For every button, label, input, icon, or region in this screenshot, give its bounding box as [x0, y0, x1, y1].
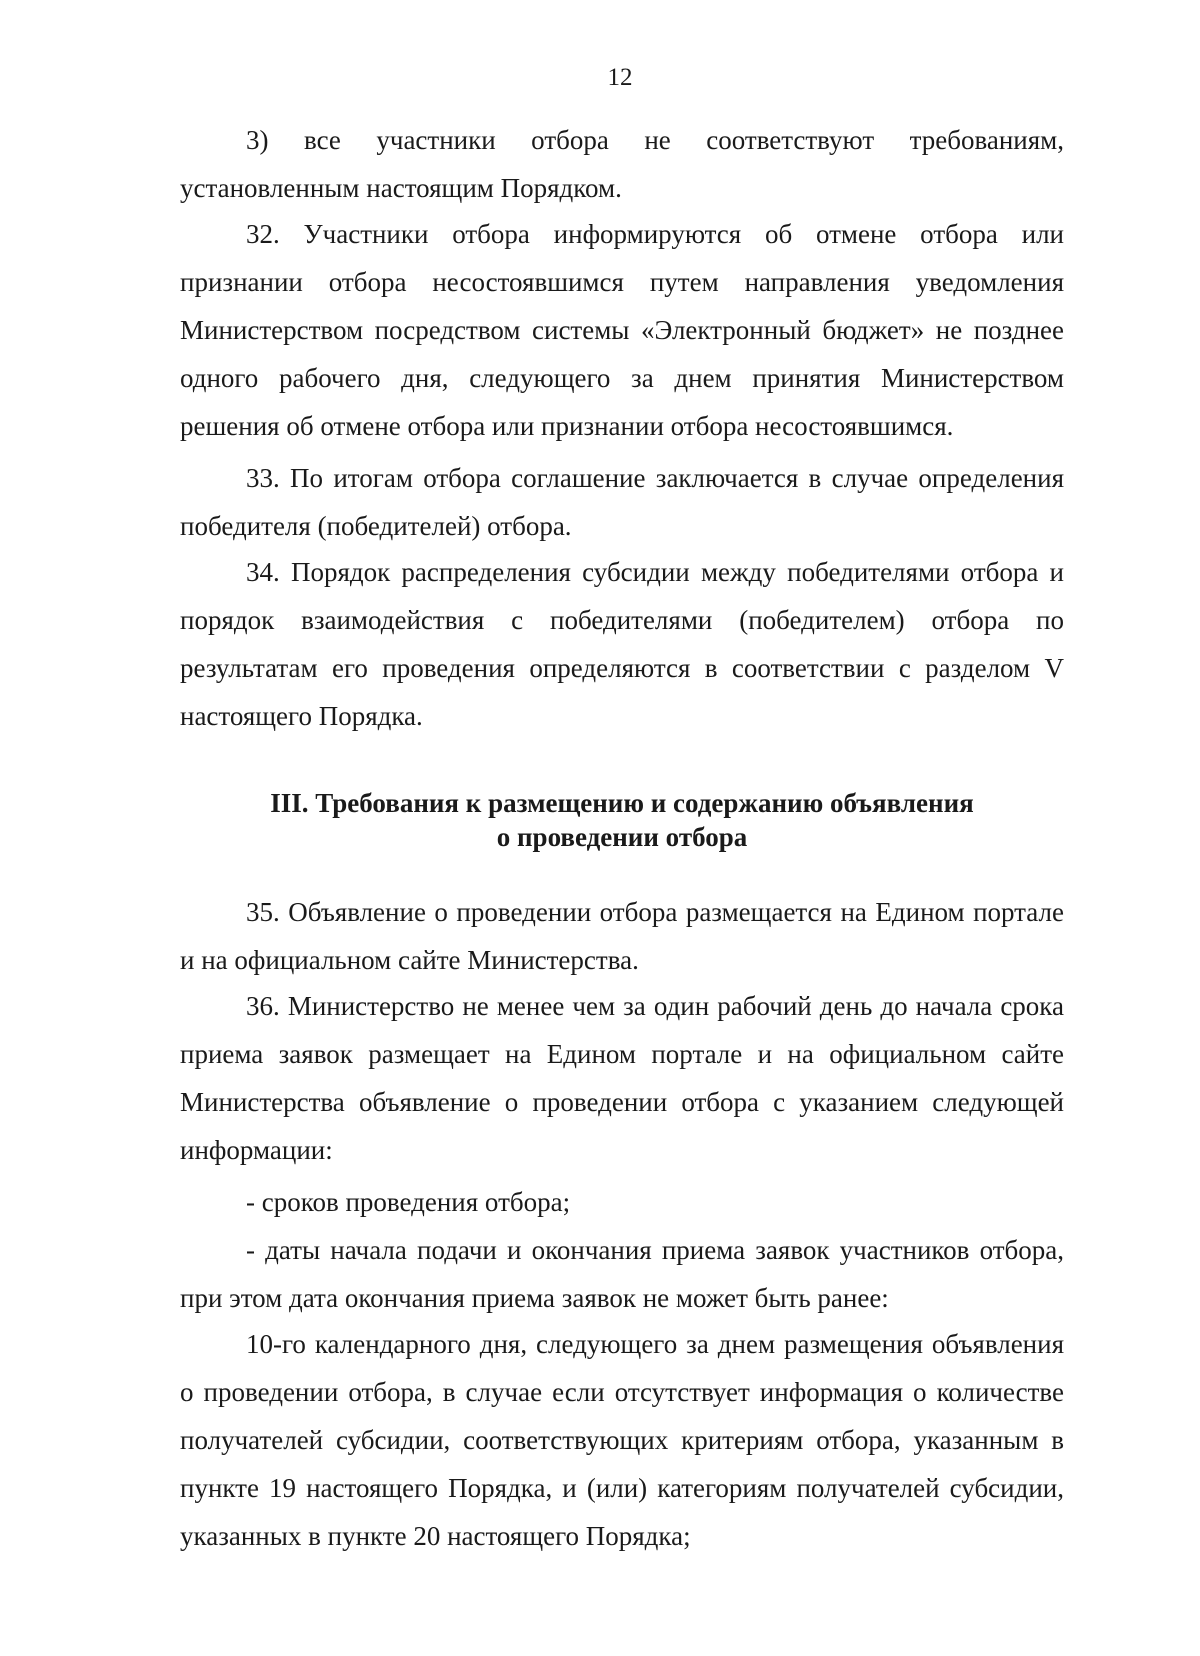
paragraph-text: 34. Порядок распределения субсидии между победителями отбора и порядок взаимодействия с победителями (победителем) отбора по результатам его проведения определяются в соответствии с разделом V настоящего Порядка.: [180, 557, 1064, 731]
section-heading: [180, 786, 1064, 854]
paragraph-item-3: [180, 116, 1064, 212]
section-heading-line-1: III. Требования к размещению и содержанию объявления: [270, 788, 974, 818]
paragraph-text: 3) все участники отбора не соответствуют требованиям, установленным настоящим Порядком.: [180, 125, 1064, 203]
list-item-text: - сроков проведения отбора;: [246, 1187, 571, 1217]
paragraph-item-32: [180, 210, 1064, 450]
paragraph-text: 32. Участники отбора информируются об отмене отбора или признании отбора несостоявшимся путем направления уведомления Министерством посредством системы «Электронный бюджет» не позднее одного рабочего дня, следующего за днем принятия Министерством решения об отмене отбора или признании отбора несостоявшимся.: [180, 219, 1064, 441]
paragraph-text: 36. Министерство не менее чем за один рабочий день до начала срока приема заявок размещает на Едином портале и на официальном сайте Министерства объявление о проведении отбора с указанием следующей информации:: [180, 991, 1064, 1165]
paragraph-10th-day: [180, 1320, 1064, 1560]
paragraph-item-36: [180, 982, 1064, 1174]
paragraph-text: 35. Объявление о проведении отбора размещается на Едином портале и на официальном сайте Министерства.: [180, 897, 1064, 975]
paragraph-item-34: [180, 548, 1064, 740]
paragraph-text: 10-го календарного дня, следующего за днем размещения объявления о проведении отбора, в случае если отсутствует информация о количестве получателей субсидии, соответствующих критериям отбора, указанным в пункте 19 настоящего Порядка, и (или) категориям получателей субсидии, указанных в пункте 20 настоящего Порядка;: [180, 1329, 1064, 1551]
list-item-text: - даты начала подачи и окончания приема заявок участников отбора, при этом дата окончания приема заявок не может быть ранее:: [180, 1235, 1064, 1313]
list-item-dash-1: [180, 1178, 1064, 1226]
paragraph-item-33: [180, 454, 1064, 550]
section-heading-line-2: о проведении отбора: [496, 822, 748, 852]
page-number: 12: [607, 64, 633, 91]
list-item-dash-2: [180, 1226, 1064, 1322]
paragraph-item-35: [180, 888, 1064, 984]
paragraph-text: 33. По итогам отбора соглашение заключается в случае определения победителя (победителей) отбора.: [180, 463, 1064, 541]
